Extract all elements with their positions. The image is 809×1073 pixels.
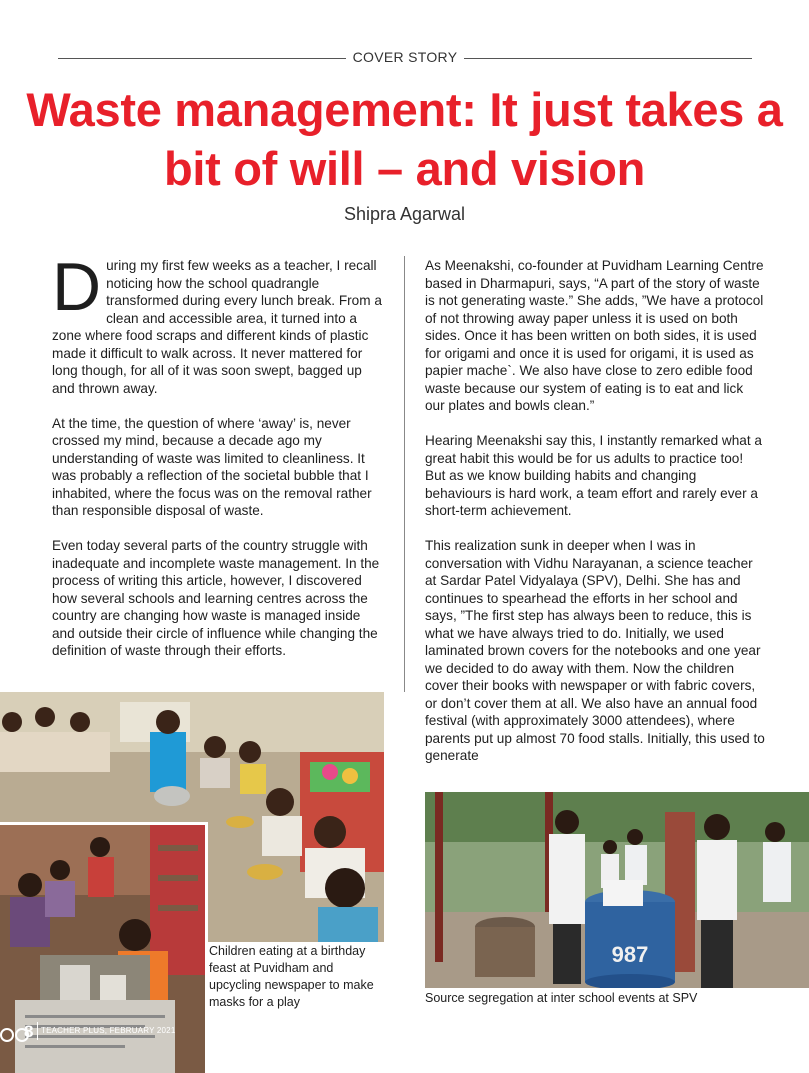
- section-rule-right: [464, 58, 752, 59]
- caption-left: Children eating at a birthday feast at Puvidham and upcycling newspaper to make masks for a play: [209, 944, 374, 1009]
- drop-cap: D: [52, 249, 102, 325]
- footer-divider: [37, 1022, 38, 1040]
- paragraph: Even today several parts of the country struggle with inadequate and incomplete waste management. In the process of writing this article, however, I discovered how several schools and learning centres across the country are changing how waste is managed inside and outside their circle of influence while changing the definition of waste through their efforts.: [52, 538, 380, 658]
- caption-right: Source segregation at inter school events at SPV: [425, 991, 698, 1005]
- paragraph: This realization sunk in deeper when I was in conversation with Vidhu Narayanan, a science teacher at Sardar Patel Vidyalaya (SPV), Delhi. She has and continues to spearhead the efforts in her school and says, ”The first step has always been to reduce, this is what we have always tried to do. Initially, we used laminated brown covers for the notebooks and one year we decided to do away with them. Now the children cover their books with newspaper or with fabric covers, or don’t cover them at all. We also have an annual food festival (with approximately 3000 attendees), where parents put up almost 70 food stalls. Initially, this used to generate: [425, 538, 765, 763]
- photo-spv-segregation: [425, 792, 809, 988]
- footer-circle-icon: [0, 1028, 14, 1042]
- paragraph: At the time, the question of where ‘away’ is, never crossed my mind, because a decade ago my understanding of waste was limited to cleanliness. It was probably a reflection of the societal bubble that I inhabited, where the focus was on the removal rather than responsible disposal of waste.: [52, 415, 372, 518]
- page-footer: [0, 1020, 205, 1070]
- article-column-right: [425, 257, 765, 782]
- column-divider: [404, 256, 405, 692]
- article-title: Waste management: It just takes a bit of will – and vision: [26, 83, 783, 195]
- paragraph: [52, 249, 384, 397]
- author-byline: Shipra Agarwal: [343, 204, 466, 224]
- paragraph-text: uring my first few weeks as a teacher, I recall noticing how the school quadrangle transformed during every lunch break. From a clean and accessible area, it turned into a zone where food scraps and different kinds of plastic made it difficult to walk across. It never mattered for long though, for all of it was soon swept, bagged up and thrown away.: [52, 258, 382, 396]
- section-label: COVER STORY: [352, 49, 458, 65]
- section-header: [58, 48, 752, 68]
- paragraph: Hearing Meenakshi say this, I instantly remarked what a great habit this would be for us adults to practice too! But as we know building habits and changing behaviours is hard work, a team effort and rarely ever a short-term achievement.: [425, 433, 762, 518]
- publication-name: TEACHER PLUS, FEBRUARY 2021: [41, 1026, 176, 1035]
- page-number: 8: [24, 1022, 34, 1041]
- bin-label: 987: [611, 942, 649, 967]
- article-column-left: [52, 249, 384, 677]
- paragraph: As Meenakshi, co-founder at Puvidham Learning Centre based in Dharmapuri, says, “A part of the story of waste is not generating waste.” She adds, ”We have a protocol of not throwing away paper unless it is used on both sides. Once it has been written on both sides, it is used for origami and once it is used for origami, it is used as papier mache`. We also have close to zero edible food waste because our system of eating is to eat and lick our plates and bowls clean.”: [425, 258, 764, 413]
